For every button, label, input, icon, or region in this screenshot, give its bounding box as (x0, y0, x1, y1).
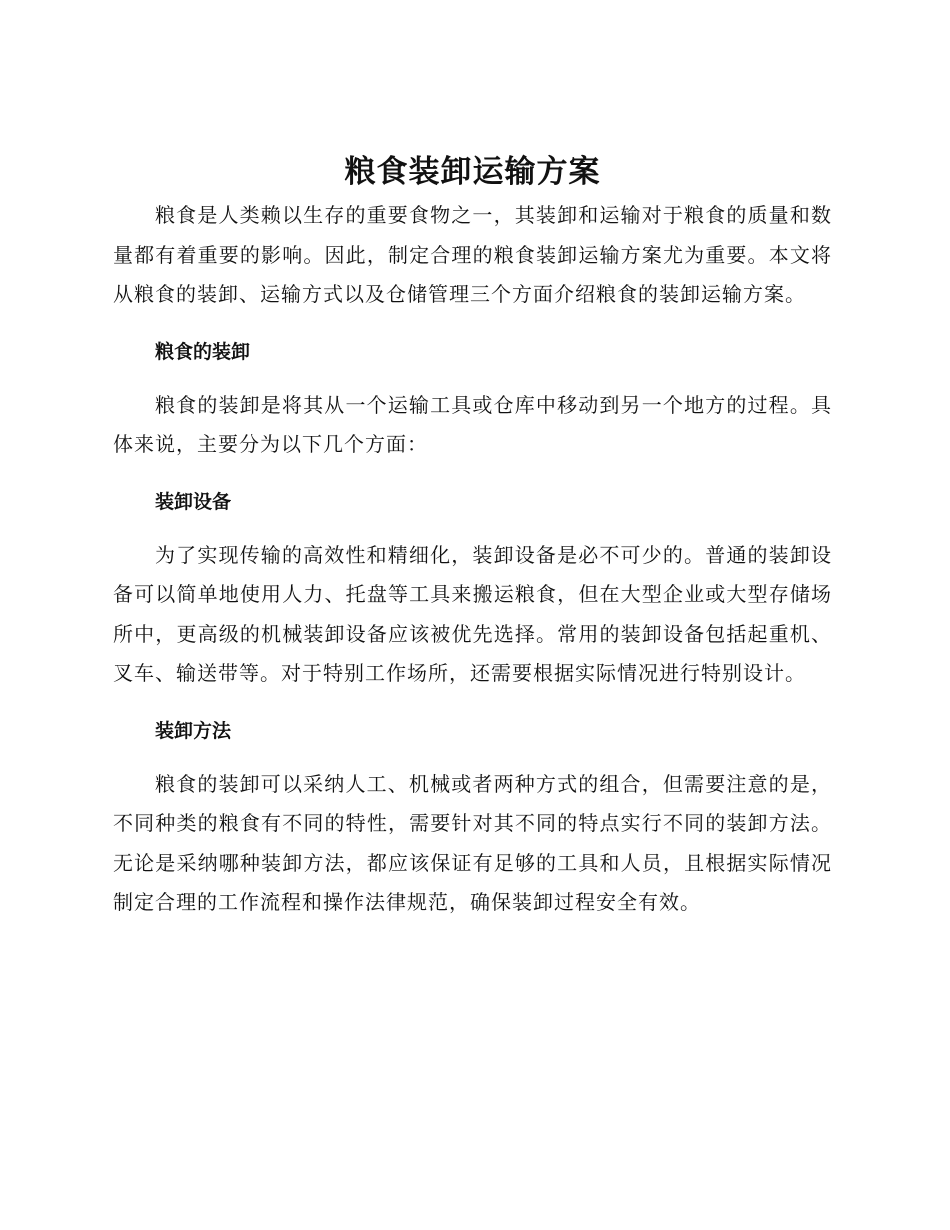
section-paragraph-method: 粮食的装卸可以采纳人工、机械或者两种方式的组合，但需要注意的是，不同种类的粮食有不同的特性，需要针对其不同的特点实行不同的装卸方法。无论是采纳哪种装卸方法，都应该保证有足够的工具和人员，且根据实际情况制定合理的工作流程和操作法律规范，确保装卸过程安全有效。 (113, 771, 832, 914)
section-heading-loading: 粮食的装卸 (155, 340, 251, 363)
section-heading-method: 装卸方法 (155, 719, 232, 742)
intro-paragraph: 粮食是人类赖以生存的重要食物之一，其装卸和运输对于粮食的质量和数量都有着重要的影响。因此，制定合理的粮食装卸运输方案尤为重要。本文将从粮食的装卸、运输方式以及仓储管理三个方面介绍粮食的装卸运输方案。 (113, 203, 832, 306)
section-paragraph-equipment: 为了实现传输的高效性和精细化，装卸设备是必不可少的。普通的装卸设备可以简单地使用人力、托盘等工具来搬运粮食，但在大型企业或大型存储场所中，更高级的机械装卸设备应该被优先选择。常用的装卸设备包括起重机、叉车、输送带等。对于特别工作场所，还需要根据实际情况进行特别设计。 (113, 542, 832, 685)
document-title: 粮食装卸运输方案 (344, 154, 601, 190)
section-paragraph-loading: 粮食的装卸是将其从一个运输工具或仓库中移动到另一个地方的过程。具体来说，主要分为以下几个方面： (113, 392, 832, 456)
section-heading-equipment: 装卸设备 (155, 490, 232, 513)
